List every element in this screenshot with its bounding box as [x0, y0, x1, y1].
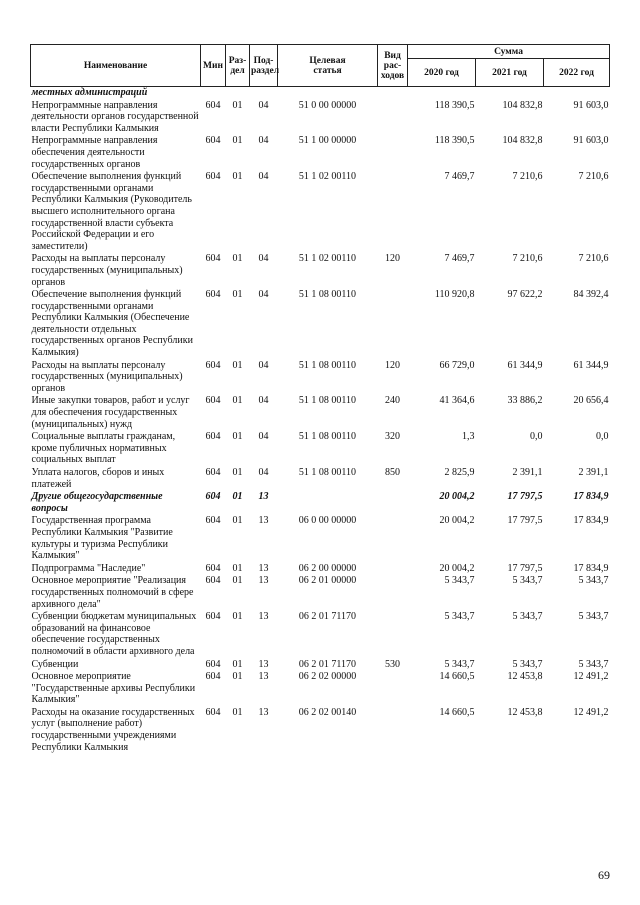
- cell-2020: 20 004,2: [439, 515, 475, 527]
- cell-vid: [378, 514, 408, 561]
- cell-name: Непрограммные направления обеспечения деятельности государственных органов: [31, 135, 158, 170]
- cell-2022: 7 210,6: [578, 171, 609, 183]
- cell-2020: 7 469,7: [444, 171, 475, 183]
- cell-2022: 0,0: [596, 431, 609, 443]
- cell-2022: 12 491,2: [573, 671, 609, 683]
- cell-2021: 12 453,8: [507, 706, 543, 718]
- cell-vid: 120: [385, 253, 400, 265]
- cell-podrazdel: 04: [258, 431, 269, 443]
- cell-tselevaya: 06 2 01 00000: [298, 575, 357, 587]
- cell-2020: 118 390,5: [434, 135, 475, 147]
- cell-2022: 12 491,2: [573, 706, 609, 718]
- table-row: [31, 706, 610, 753]
- cell-min: 604: [205, 99, 221, 111]
- cell-2021: 97 622,2: [507, 289, 543, 301]
- cell-2022: 17 834,9: [573, 491, 609, 503]
- cell-2020: [408, 87, 476, 99]
- cell-podrazdel: 04: [258, 253, 269, 265]
- cell-vid: [378, 170, 408, 252]
- cell-vid: 320: [385, 431, 400, 443]
- cell-min: [201, 87, 226, 99]
- cell-podrazdel: 04: [258, 135, 269, 147]
- header-2021: 2021 год: [476, 59, 544, 87]
- cell-2021: 5 343,7: [512, 611, 543, 623]
- header-min: Мин: [201, 45, 226, 87]
- cell-2020: 41 364,6: [439, 395, 475, 407]
- cell-vid: [378, 134, 408, 170]
- cell-podrazdel: 13: [258, 671, 269, 683]
- cell-2020: 1,3: [462, 431, 475, 443]
- cell-podrazdel: 04: [258, 395, 269, 407]
- cell-razdel: 01: [232, 562, 243, 574]
- cell-2022: 5 343,7: [578, 611, 609, 623]
- cell-razdel: 01: [232, 135, 243, 147]
- cell-min: 604: [205, 395, 221, 407]
- header-summa: Сумма: [408, 45, 610, 59]
- cell-vid: [378, 574, 408, 610]
- cell-2021: 5 343,7: [512, 575, 543, 587]
- cell-min: 604: [205, 611, 221, 623]
- cell-podrazdel: 13: [258, 611, 269, 623]
- cell-2022: 91 603,0: [573, 135, 609, 147]
- cell-razdel: 01: [232, 611, 243, 623]
- header-vid: Вид рас- ходов: [378, 45, 408, 87]
- table-row: [31, 562, 610, 575]
- cell-name: Другие общегосударственные вопросы: [31, 491, 163, 514]
- cell-2020: 7 469,7: [444, 253, 475, 265]
- cell-podrazdel: 04: [258, 467, 269, 478]
- cell-podrazdel: 13: [258, 706, 269, 718]
- cell-vid: [378, 490, 408, 514]
- table-row: [31, 574, 610, 610]
- cell-min: 604: [205, 562, 221, 574]
- cell-name: Непрограммные направления деятельности органов государственной власти Республики Калмыкия: [31, 99, 199, 134]
- cell-name: Субвенции: [31, 658, 79, 670]
- cell-razdel: 01: [232, 289, 243, 301]
- cell-podrazdel: 13: [258, 575, 269, 587]
- header-podrazdel: Под- раздел: [250, 45, 278, 87]
- cell-podrazdel: 13: [258, 658, 269, 670]
- table-body: [31, 87, 610, 754]
- cell-razdel: [226, 87, 250, 99]
- cell-vid: 530: [385, 658, 400, 670]
- cell-razdel: 01: [232, 658, 243, 670]
- cell-min: 604: [205, 575, 221, 587]
- cell-2022: 91 603,0: [573, 99, 609, 111]
- cell-2020: 20 004,2: [439, 562, 475, 574]
- cell-tselevaya: 06 2 01 71170: [298, 611, 357, 623]
- cell-vid: 240: [385, 395, 400, 407]
- cell-min: 604: [205, 359, 221, 371]
- header-razdel: Раз- дел: [226, 45, 250, 87]
- cell-min: 604: [205, 671, 221, 683]
- cell-2022: 7 210,6: [578, 253, 609, 265]
- cell-razdel: 01: [232, 706, 243, 718]
- cell-2020: 5 343,7: [444, 611, 475, 623]
- cell-2021: 104 832,8: [502, 135, 543, 147]
- cell-podrazdel: [250, 87, 278, 99]
- cell-podrazdel: 13: [258, 515, 269, 527]
- cell-name: Расходы на выплаты персоналу государственных (муниципальных) органов: [31, 359, 183, 394]
- cell-razdel: 01: [232, 431, 243, 443]
- cell-2020: 14 660,5: [439, 671, 475, 683]
- table-row: [31, 670, 610, 706]
- cell-vid: [378, 610, 408, 657]
- cell-2020: 5 343,7: [444, 658, 475, 670]
- cell-tselevaya: 06 2 00 00000: [298, 562, 357, 574]
- cell-tselevaya: 51 1 02 00110: [298, 253, 357, 265]
- cell-2021: 0,0: [530, 431, 543, 443]
- cell-razdel: 01: [232, 253, 243, 265]
- cell-podrazdel: 04: [258, 171, 269, 183]
- cell-name: Расходы на выплаты персоналу государственных (муниципальных) органов: [31, 253, 183, 288]
- cell-2022: 5 343,7: [578, 658, 609, 670]
- cell-razdel: 01: [232, 515, 243, 527]
- cell-2022: 2 391,1: [578, 467, 609, 478]
- cell-vid: [378, 87, 408, 99]
- cell-2020: 20 004,2: [439, 491, 475, 503]
- cell-2021: 17 797,5: [507, 491, 543, 503]
- cell-tselevaya: 06 2 02 00000: [298, 671, 357, 683]
- cell-podrazdel: 13: [258, 562, 269, 574]
- cell-name: Иные закупки товаров, работ и услуг для обеспечения государственных (муниципальных) нужд: [31, 395, 190, 430]
- header-tselevaya: Целевая статья: [278, 45, 378, 87]
- cell-2021: 7 210,6: [512, 253, 543, 265]
- cell-vid: [378, 706, 408, 753]
- cell-vid: [378, 562, 408, 575]
- cell-tselevaya: 51 1 08 00110: [298, 467, 357, 478]
- budget-table: [30, 44, 610, 753]
- cell-2020: 110 920,8: [434, 289, 475, 301]
- cell-name: Государственная программа Республики Калмыкия "Развитие культуры и туризма Республики Калмыкия": [31, 515, 173, 562]
- cell-podrazdel: 04: [258, 289, 269, 301]
- cell-tselevaya: 51 1 08 00110: [298, 359, 357, 371]
- cell-min: 604: [205, 706, 221, 718]
- table-row: [31, 610, 610, 657]
- header-2020: 2020 год: [408, 59, 476, 87]
- header-name: Наименование: [31, 45, 201, 87]
- cell-2020: 5 343,7: [444, 575, 475, 587]
- cell-tselevaya: 51 1 02 00110: [298, 171, 357, 183]
- cell-2022: 17 834,9: [573, 562, 609, 574]
- cell-razdel: 01: [232, 467, 243, 478]
- cell-tselevaya: 06 2 02 00140: [298, 706, 357, 718]
- cell-2022: 17 834,9: [573, 515, 609, 527]
- cell-2020: 66 729,0: [439, 359, 475, 371]
- page-number: 69: [598, 868, 610, 882]
- table-row: [31, 514, 610, 561]
- table-row: [31, 430, 610, 466]
- cell-min: 604: [205, 253, 221, 265]
- cell-tselevaya: 51 0 00 00000: [298, 99, 357, 111]
- header-2022: 2022 год: [544, 59, 610, 87]
- table-row: [31, 359, 610, 395]
- cell-tselevaya: 51 1 08 00110: [298, 431, 357, 443]
- cell-vid: 120: [385, 359, 400, 371]
- cell-tselevaya: 51 1 08 00110: [298, 395, 357, 407]
- cell-razdel: 01: [232, 491, 243, 503]
- cell-razdel: 01: [232, 575, 243, 587]
- cell-tselevaya: 51 1 00 00000: [298, 135, 357, 147]
- cell-tselevaya: [278, 87, 378, 99]
- cell-vid: [378, 670, 408, 706]
- cell-2021: 61 344,9: [507, 359, 543, 371]
- cell-min: 604: [205, 491, 221, 503]
- cell-name: Расходы на оказание государственных услуг (выполнение работ) государственными учреждениями Республики Калмыкия: [31, 706, 195, 753]
- cell-2021: [476, 87, 544, 99]
- cell-2022: 5 343,7: [578, 575, 609, 587]
- cell-2022: 84 392,4: [573, 289, 609, 301]
- cell-razdel: 01: [232, 395, 243, 407]
- cell-vid: [378, 288, 408, 359]
- cell-min: 604: [205, 515, 221, 527]
- cell-podrazdel: 04: [258, 359, 269, 371]
- cell-2021: 5 343,7: [512, 658, 543, 670]
- cell-2021: 2 391,1: [512, 467, 543, 478]
- table-row: [31, 466, 610, 490]
- cell-name: местных администраций: [31, 87, 148, 98]
- cell-name: Субвенции бюджетам муниципальных образований на финансовое обеспечение государственных полномочий в области архивного дела: [31, 611, 197, 657]
- cell-name: Социальные выплаты гражданам, кроме публичных нормативных социальных выплат: [31, 431, 176, 466]
- cell-name: Обеспечение выполнения функций государственными органами Республики Калмыкия (Обеспечение деятельности отдельных государственных органов Республики Калмыкия): [31, 289, 193, 359]
- cell-razdel: 01: [232, 171, 243, 183]
- cell-min: 604: [205, 467, 221, 478]
- cell-min: 604: [205, 171, 221, 183]
- cell-razdel: 01: [232, 99, 243, 111]
- cell-razdel: 01: [232, 359, 243, 371]
- cell-2020: 2 825,9: [444, 467, 475, 478]
- cell-podrazdel: 13: [258, 491, 269, 503]
- cell-2022: 61 344,9: [573, 359, 609, 371]
- table-row: [31, 288, 610, 359]
- cell-2022: [544, 87, 610, 99]
- table-row: [31, 170, 610, 252]
- cell-tselevaya: 51 1 08 00110: [298, 289, 357, 301]
- cell-name: Обеспечение выполнения функций государственными органами Республики Калмыкия (Руководитель высшего исполнительного органа государственной власти субъекта Российской Федерации и его заместители): [31, 171, 192, 252]
- cell-name: Основное мероприятие "Реализация государственных полномочий в сфере архивного дела": [31, 575, 194, 610]
- cell-2021: 7 210,6: [512, 171, 543, 183]
- cell-vid: [378, 99, 408, 135]
- cell-tselevaya: 06 2 01 71170: [298, 658, 357, 670]
- cell-2022: 20 656,4: [573, 395, 609, 407]
- cell-tselevaya: [278, 490, 378, 514]
- cell-2021: 17 797,5: [507, 562, 543, 574]
- cell-min: 604: [205, 431, 221, 443]
- cell-2021: 104 832,8: [502, 99, 543, 111]
- cell-name: Уплата налогов, сборов и иных платежей: [31, 467, 165, 490]
- table-row: [31, 134, 610, 170]
- table-header: [31, 45, 610, 87]
- table-row: [31, 87, 610, 99]
- cell-min: 604: [205, 658, 221, 670]
- cell-2021: 33 886,2: [507, 395, 543, 407]
- cell-podrazdel: 04: [258, 99, 269, 111]
- cell-vid: 850: [385, 467, 400, 478]
- cell-2020: 14 660,5: [439, 706, 475, 718]
- table-row: [31, 252, 610, 288]
- cell-min: 604: [205, 289, 221, 301]
- table-row: [31, 99, 610, 135]
- cell-min: 604: [205, 135, 221, 147]
- cell-tselevaya: 06 0 00 00000: [298, 515, 357, 527]
- cell-2021: 17 797,5: [507, 515, 543, 527]
- cell-name: Подпрограмма "Наследие": [31, 562, 146, 574]
- cell-razdel: 01: [232, 671, 243, 683]
- table-row: [31, 490, 610, 514]
- cell-2020: 118 390,5: [434, 99, 475, 111]
- table-row: [31, 394, 610, 430]
- table-row: [31, 658, 610, 671]
- cell-2021: 12 453,8: [507, 671, 543, 683]
- cell-name: Основное мероприятие "Государственные архивы Республики Калмыкия": [31, 671, 196, 706]
